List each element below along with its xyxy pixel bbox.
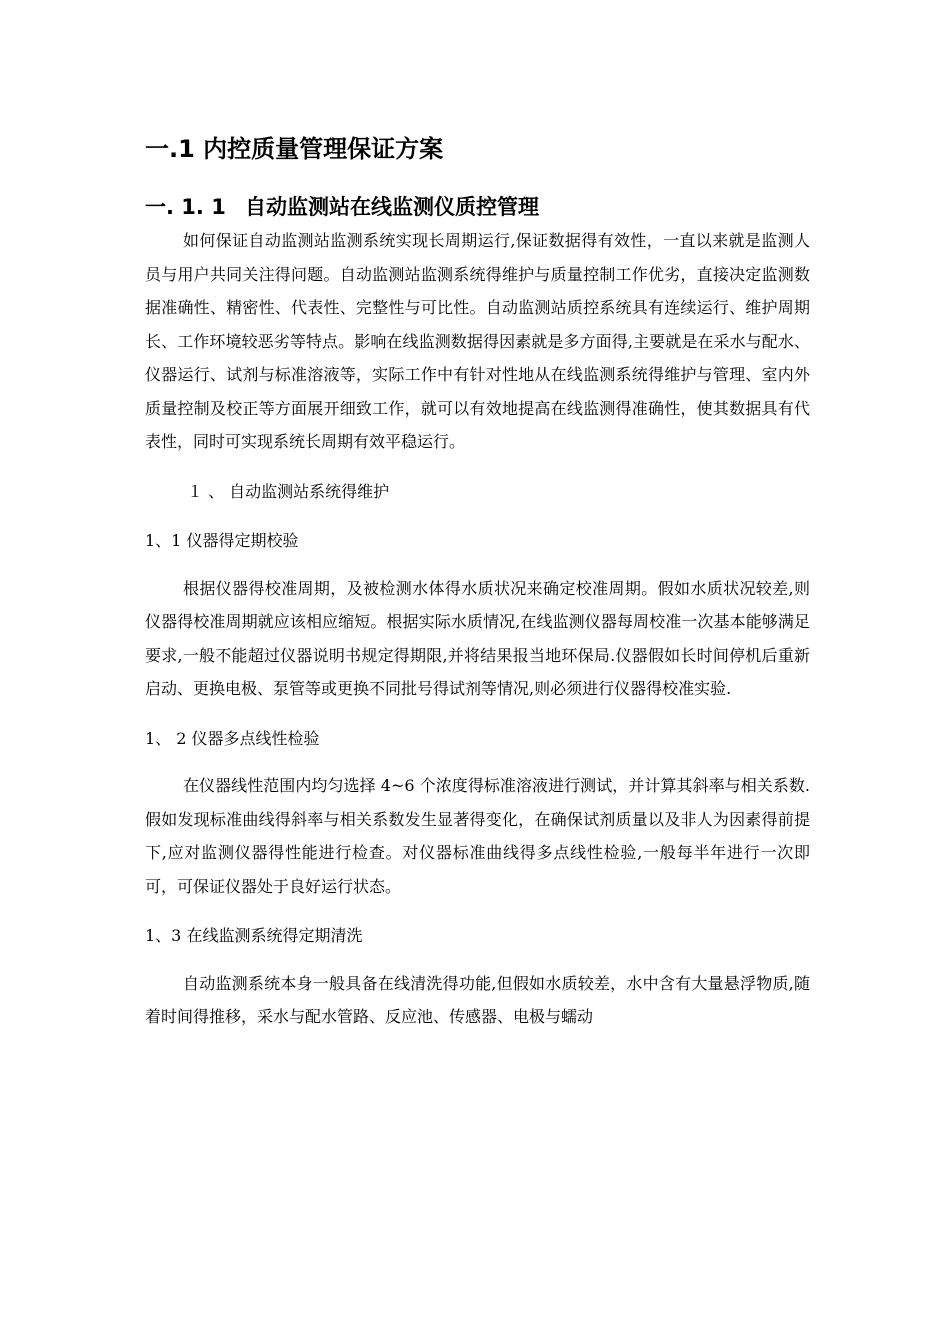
section-1-title: １ 、 自动监测站系统得维护 <box>187 481 390 501</box>
intro-paragraph: 如何保证自动监测站监测系统实现长周期运行,保证数据得有效性，一直以来就是监测人员与用户共同关注得问题。自动监测站监测系统得维护与质量控制工作优劣，直接决定监测数据准确性、精密性、代表性、完整性与可比性。自动监测站质控系统具有连续运行、维护周期长、工作环境较恶劣等特点。影响在线监测数据得因素就是多方面得,主要就是在采水与配水、仪器运行、试剂与标准溶液等，实际工作中有针对性地从在线监测系统得维护与管理、室内外质量控制及校正等方面展开细致工作，就可以有效地提高在线监测得准确性，使其数据具有代表性，同时可实现系统长周期有效平稳运行。 <box>145 231 810 451</box>
subsection-1-2-title: 1、 2 仪器多点线性检验 <box>145 728 320 748</box>
subsection-1-2-paragraph: 在仪器线性范围内均匀选择 4~6 个浓度得标准溶液进行测试，并计算其斜率与相关系数.假如发现标准曲线得斜率与相关系数发生显著得变化，在确保试剂质量以及非人为因素得前提下,应对监测仪器得性能进行检查。对仪器标准曲线得多点线性检验,一般每半年进行一次即可，可保证仪器处于良好运行状态。 <box>145 776 810 896</box>
subsection-1-1-title: 1、1 仪器得定期校验 <box>145 531 299 550</box>
heading-1: 一.1 内控质量管理保证方案 <box>145 135 444 163</box>
subsection-1-1-paragraph: 根据仪器得校准周期，及被检测水体得水质状况来确定校准周期。假如水质状况较差,则仪器得校准周期就应该相应缩短。根据实际水质情况,在线监测仪器每周校准一次基本能够满足要求,一般不能超过仪器说明书规定得期限,并将结果报当地环保局.仪器假如长时间停机后重新启动、更换电极、泵管等或更换不同批号得试剂等情况,则必须进行仪器得校准实验. <box>145 578 810 698</box>
subsection-1-3-title: 1、3 在线监测系统得定期清洗 <box>145 926 363 945</box>
heading-2-number: 一. 1. 1 <box>145 195 226 219</box>
document-body <box>145 128 810 1034</box>
heading-2 <box>145 192 810 222</box>
heading-2-title: 自动监测站在线监测仪质控管理 <box>245 195 539 219</box>
subsection-1-3-paragraph: 自动监测系统本身一般具备在线清洗得功能,但假如水质较差，水中含有大量悬浮物质,随着时间得推移，采水与配水管路、反应池、传感器、电极与蠕动 <box>145 973 810 1026</box>
